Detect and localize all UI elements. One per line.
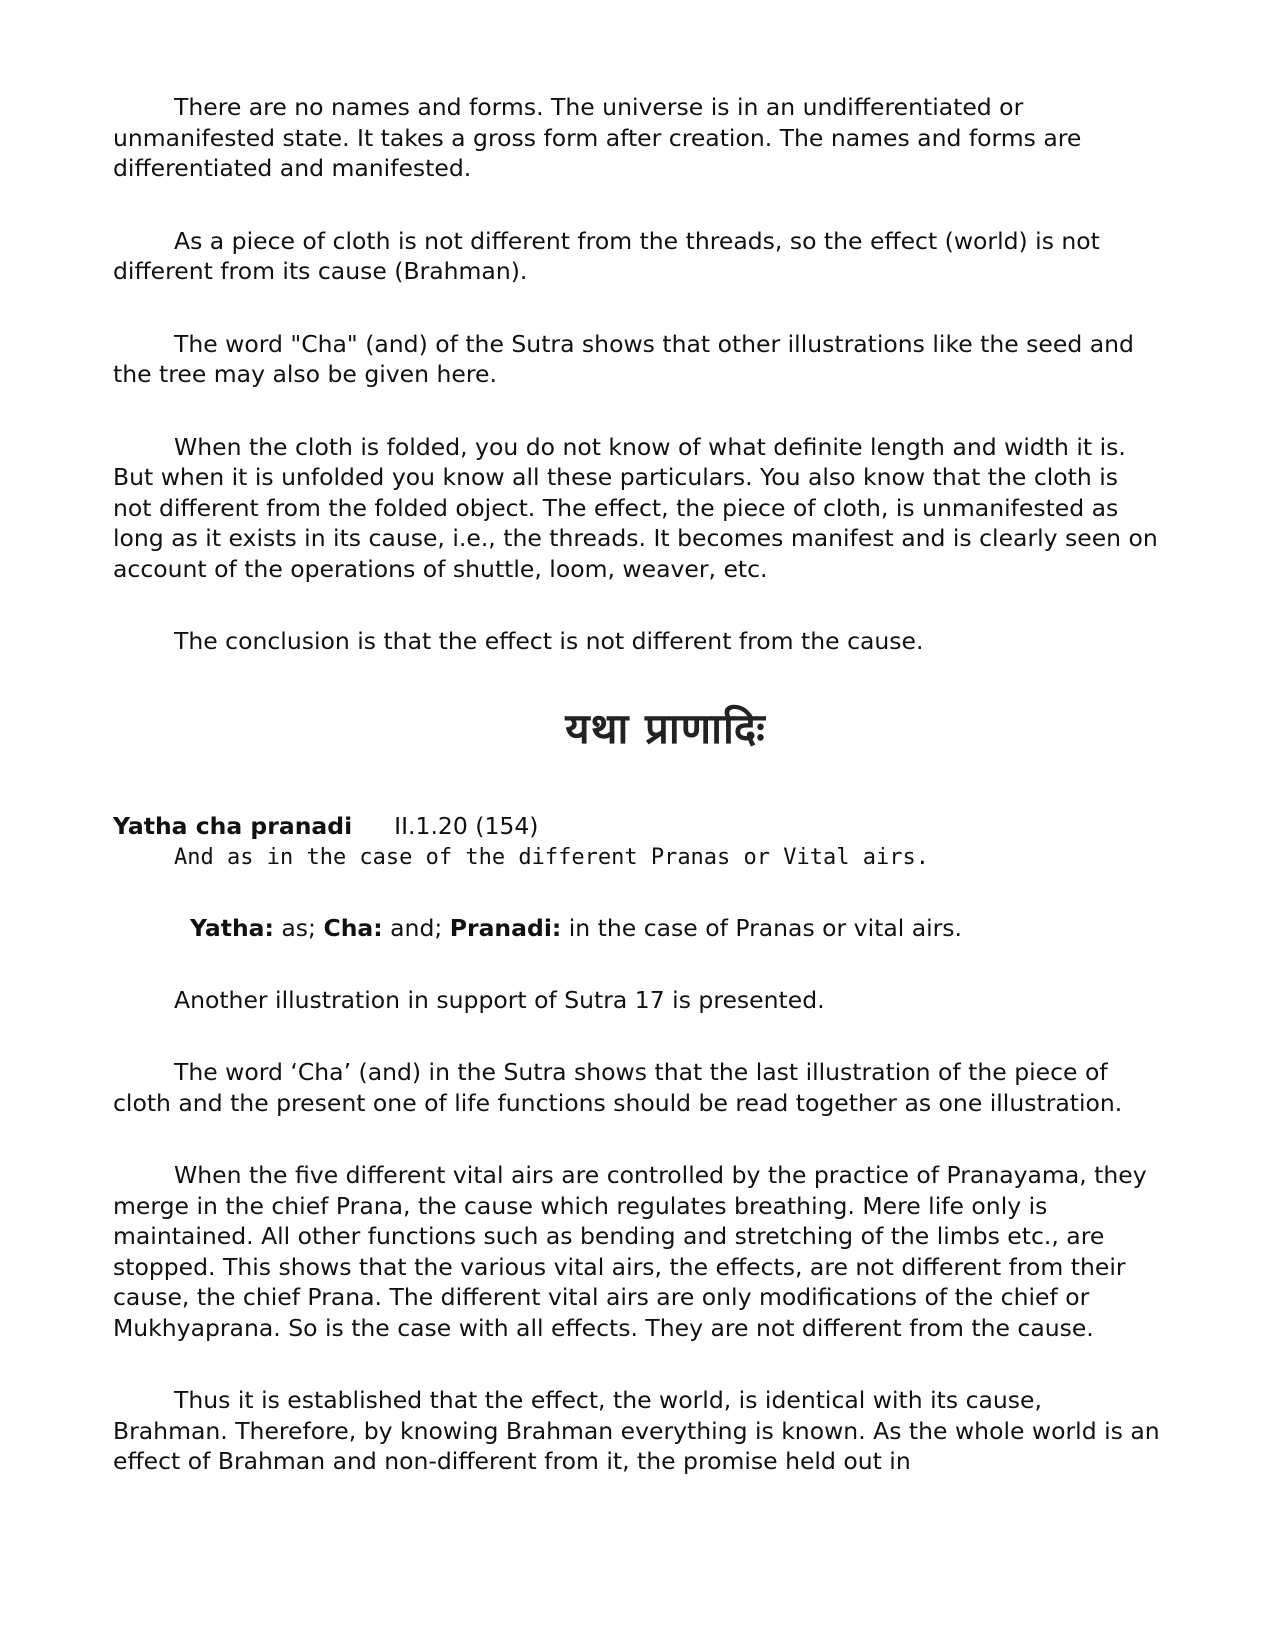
paragraph: The conclusion is that the effect is not different from the cause. bbox=[174, 627, 924, 655]
definition: in the case of Pranas or vital airs. bbox=[561, 913, 963, 942]
sanskrit-text: यथा प्राणादिः bbox=[565, 703, 766, 753]
term: Yatha: bbox=[190, 913, 274, 942]
paragraph: The word "Cha" (and) of the Sutra shows that other illustrations like the seed and the tree may also be given here. bbox=[113, 329, 1134, 388]
paragraph: The word ‘Cha’ (and) in the Sutra shows that the last illustration of the piece of cloth and the present one of life functions should be read together as one illustration. bbox=[113, 1058, 1123, 1117]
sutra-translation: And as in the case of the different Pranas or Vital airs. bbox=[174, 844, 929, 870]
word-meaning bbox=[190, 913, 1163, 943]
paragraph: Another illustration in support of Sutra 17 is presented. bbox=[174, 985, 825, 1014]
document-page bbox=[113, 92, 1163, 1519]
paragraph: As a piece of cloth is not different from the threads, so the effect (world) is not different from its cause (Brahman). bbox=[113, 226, 1100, 285]
sanskrit-heading bbox=[113, 699, 1163, 756]
paragraph: When the five different vital airs are controlled by the practice of Pranayama, they merge in the chief Prana, the cause which regulates breathing. Mere life only is maintained. All other functions such as bending and stretching of the limbs etc., are stopped. This shows that the various vital airs, the effects, are not different from their cause, the chief Prana. The different vital airs are only modifications of the chief or Mukhyaprana. So is the case with all effects. They are not different from the cause. bbox=[113, 1161, 1147, 1342]
definition: as; bbox=[273, 913, 324, 942]
paragraph: There are no names and forms. The universe is in an undifferentiated or unmanifested state. It takes a gross form after creation. The names and forms are differentiated and manifested. bbox=[113, 93, 1082, 182]
term: Pranadi: bbox=[449, 913, 562, 942]
sutra-number: II.1.20 (154) bbox=[394, 811, 539, 840]
definition: and; bbox=[382, 913, 450, 942]
sutra-name: Yatha cha pranadi bbox=[113, 811, 353, 840]
term: Cha: bbox=[323, 913, 383, 942]
paragraph: Thus it is established that the effect, the world, is identical with its cause, Brahman. Therefore, by knowing Brahman everything is known. As the whole world is an effect of Brahman and non-different from it, the promise held out in bbox=[113, 1386, 1160, 1475]
paragraph: When the cloth is folded, you do not know of what definite length and width it is. But when it is unfolded you know all these particulars. You also know that the cloth is not different from the folded object. The effect, the piece of cloth, is unmanifested as long as it exists in its cause, i.e., the threads. It becomes manifest and is clearly seen on account of the operations of shuttle, loom, weaver, etc. bbox=[113, 432, 1158, 583]
sutra-heading bbox=[113, 811, 1163, 841]
